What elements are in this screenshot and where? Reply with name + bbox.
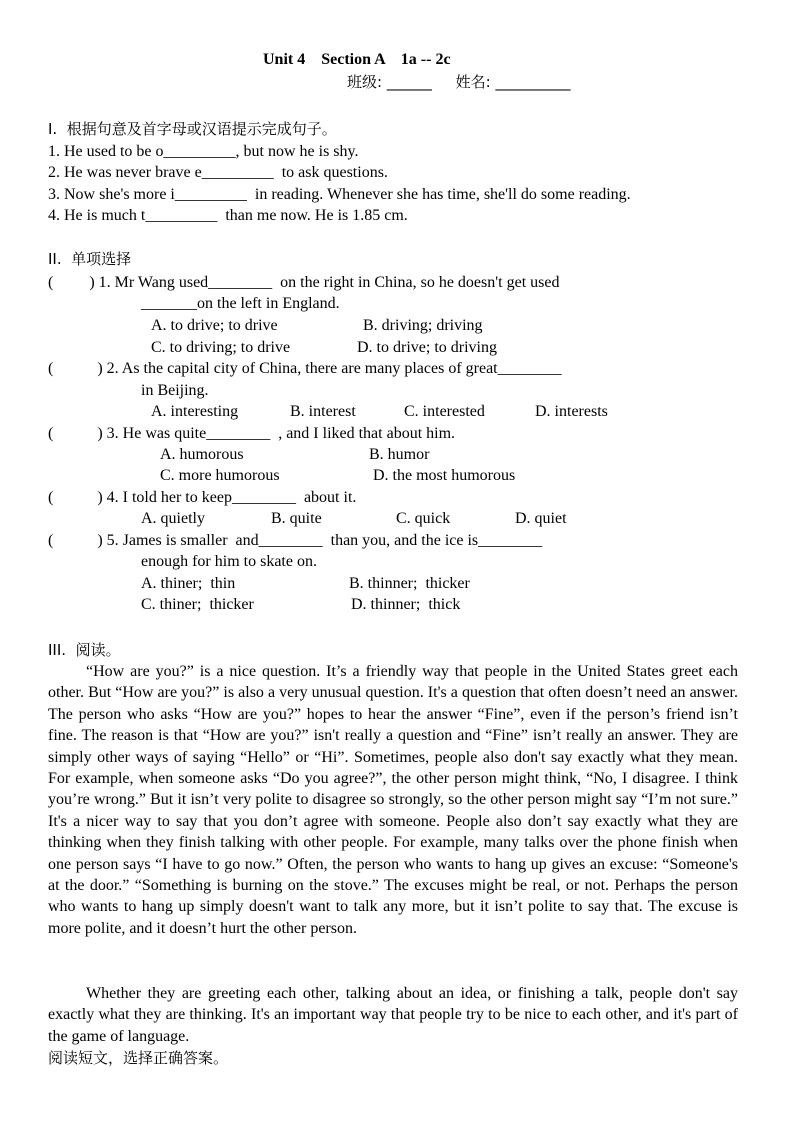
question-3: ( ) 3. He was quite________ , and I liked that about him. (48, 425, 456, 442)
option-b: B. interest (290, 403, 356, 420)
option-d: D. thinner; thick (351, 596, 461, 613)
option-d: D. quiet (515, 510, 567, 527)
option-b: B. thinner; thicker (349, 575, 470, 592)
option-d: D. interests (535, 403, 608, 420)
question-1: ( ) 1. Mr Wang used________ on the right in China, so he doesn't get used (48, 274, 560, 291)
option-a: A. interesting (151, 403, 239, 420)
part3-heading: III. 阅读。 (48, 641, 121, 659)
class-name-line: 班级: ______ 姓名: __________ (347, 73, 571, 91)
option-c: C. quick (396, 510, 451, 527)
option-a: A. quietly (141, 510, 205, 527)
option-b: B. quite (271, 510, 322, 527)
question-1-cont: _______on the left in England. (141, 295, 340, 312)
reading-paragraph-1 (48, 661, 738, 939)
option-b: B. driving; driving (363, 317, 483, 334)
option-c: C. more humorous (160, 467, 280, 484)
question-2-cont: in Beijing. (141, 382, 209, 399)
option-c: C. interested (404, 403, 485, 420)
part2-heading: II. 单项选择 (48, 250, 132, 268)
option-b: B. humor (369, 446, 430, 463)
option-a: A. thiner; thin (141, 575, 236, 592)
part1-item: 2. He was never brave e_________ to ask questions. (48, 164, 388, 181)
reading-instruction: 阅读短文，选择正确答案。 (48, 1049, 229, 1067)
question-5-cont: enough for him to skate on. (141, 553, 317, 570)
part1-item: 1. He used to be o_________, but now he is shy. (48, 143, 359, 160)
reading-paragraph-1-text: “How are you?” is a nice question. It’s a friendly way that people in the United States greet each other. But “How are you?” is also a very unusual question. It's a question that often doesn’t need an answer. The person who asks “How are you?” hopes to hear the answer “Fine”, even if the person’s friend isn’t fine. The reason is that “How are you?” isn't really a question and “Fine” isn’t really an answer. They are simply other ways of saying “Hello” or “Hi”. Sometimes, people also don't say exactly what they mean. For example, when someone asks “Do you agree?”, the other person might think, “No, I disagree. I think you’re wrong.” But it isn’t very polite to disagree so strongly, so the other person might say “I’m not sure.” It's a nicer way to say that you don’t agree with someone. People also don’t say exactly what they are thinking when they finish talking with other people. For example, many talks over the phone finish when one person says “I have to go now.” Often, the person who wants to hang up gives an excuse: “Someone's at the door.” “Something is burning on the stove.” The excuses might be real, or not. Perhaps the person who wants to hang up simply doesn't want to talk any more, but it isn’t polite to say that. The excuse is more polite, and it doesn’t hurt the other person. (48, 663, 738, 937)
option-a: A. to drive; to drive (151, 317, 278, 334)
option-c: C. to driving; to drive (151, 339, 291, 356)
option-c: C. thiner; thicker (141, 596, 254, 613)
worksheet-title: Unit 4 Section A 1a -- 2c (263, 51, 451, 68)
part1-heading: I. 根据句意及首字母或汉语提示完成句子。 (48, 120, 337, 138)
part1-item: 3. Now she's more i_________ in reading. Whenever she has time, she'll do some reading. (48, 186, 631, 203)
option-d: D. to drive; to driving (357, 339, 497, 356)
part1-item: 4. He is much t_________ than me now. He is 1.85 cm. (48, 207, 408, 224)
reading-paragraph-2 (48, 983, 738, 1047)
question-2: ( ) 2. As the capital city of China, there are many places of great________ (48, 360, 562, 377)
question-4: ( ) 4. I told her to keep________ about it. (48, 489, 357, 506)
option-d: D. the most humorous (373, 467, 516, 484)
reading-paragraph-2-text: Whether they are greeting each other, talking about an idea, or finishing a talk, people don't say exactly what they are thinking. It's an important way that people try to be nice to each other, and it's part of the game of language. (48, 985, 738, 1045)
question-5: ( ) 5. James is smaller and________ than you, and the ice is________ (48, 532, 543, 549)
option-a: A. humorous (160, 446, 244, 463)
